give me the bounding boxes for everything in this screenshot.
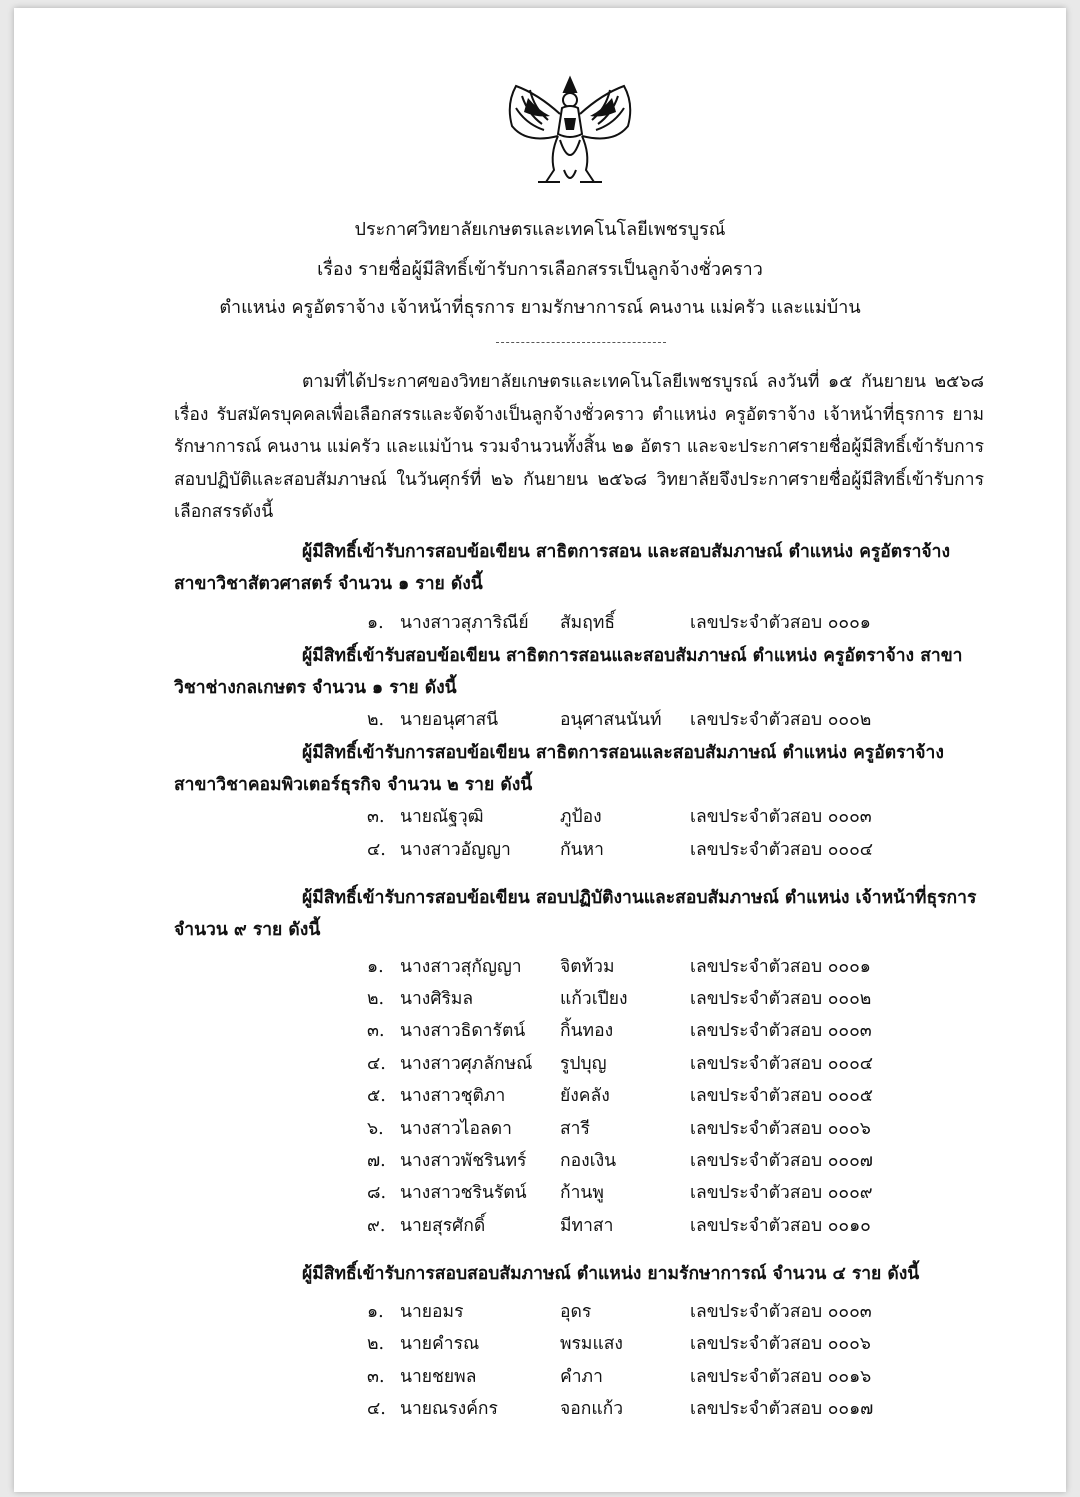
announcement-subject: เรื่อง รายชื่อผู้มีสิทธิ์เข้ารับการเลือกสรรเป็นลูกจ้างชั่วคราว bbox=[317, 259, 763, 280]
section-heading bbox=[174, 1258, 986, 1290]
candidate-exam-id: เลขประจำตัวสอบ ๐๐๑๗ bbox=[690, 1399, 874, 1419]
candidate-number: ๑. bbox=[367, 1302, 384, 1322]
candidate-number: ๖. bbox=[367, 1119, 384, 1139]
candidate-surname: ยังคลัง bbox=[560, 1086, 610, 1106]
candidate-surname: สัมฤทธิ์ bbox=[560, 613, 616, 633]
candidate-name: นายอนุศาสนี bbox=[400, 710, 499, 730]
candidate-surname: อนุศาสนนันท์ bbox=[560, 710, 662, 730]
candidate-number: ๒. bbox=[367, 1334, 385, 1354]
candidate-exam-id: เลขประจำตัวสอบ ๐๐๐๔ bbox=[690, 840, 873, 860]
candidate-number: ๘. bbox=[367, 1183, 387, 1203]
candidate-name: นางสาวชุติภา bbox=[400, 1086, 506, 1106]
candidate-exam-id: เลขประจำตัวสอบ ๐๐๐๓ bbox=[690, 807, 872, 827]
candidate-name: นางสาวสุกัญญา bbox=[400, 957, 522, 977]
candidate-name: นางสาวอัญญา bbox=[400, 840, 511, 860]
candidate-name: นางสาวพัชรินทร์ bbox=[400, 1151, 527, 1171]
candidate-exam-id: เลขประจำตัวสอบ ๐๐๐๓ bbox=[690, 1302, 872, 1322]
header-divider bbox=[496, 342, 666, 343]
candidate-exam-id: เลขประจำตัวสอบ ๐๐๐๓ bbox=[690, 1021, 872, 1041]
candidate-exam-id: เลขประจำตัวสอบ ๐๐๐๖ bbox=[690, 1119, 871, 1139]
candidate-surname: พรมแสง bbox=[560, 1334, 623, 1354]
candidate-surname: ก้านพู bbox=[560, 1183, 604, 1203]
candidate-surname: รูปบุญ bbox=[560, 1054, 607, 1074]
candidate-number: ๑. bbox=[367, 957, 384, 977]
candidate-name: นายณรงค์กร bbox=[400, 1399, 498, 1419]
announcement-positions: ตำแหน่ง ครูอัตราจ้าง เจ้าหน้าที่ธุรการ ยามรักษาการณ์ คนงาน แม่ครัว และแม่บ้าน bbox=[219, 297, 861, 318]
candidate-surname: จิตท้วม bbox=[560, 957, 615, 977]
candidate-name: นายสุรศักดิ์ bbox=[400, 1216, 486, 1236]
candidate-number: ๔. bbox=[367, 1399, 386, 1419]
candidate-row bbox=[14, 802, 1066, 834]
section-heading-text: ผู้มีสิทธิ์เข้ารับการสอบข้อเขียน สาธิตการสอนและสอบสัมภาษณ์ ตำแหน่ง ครูอัตราจ้าง สาขาวิชาคอมพิวเตอร์ธุรกิจ จำนวน ๒ ราย ดังนี้ bbox=[174, 743, 944, 795]
candidate-name: นายคำรณ bbox=[400, 1334, 480, 1354]
candidate-surname: แก้วเปียง bbox=[560, 989, 628, 1009]
candidate-surname: มีทาสา bbox=[560, 1216, 614, 1236]
section-heading-text: ผู้มีสิทธิ์เข้ารับการสอบข้อเขียน สาธิตการสอน และสอบสัมภาษณ์ ตำแหน่ง ครูอัตราจ้าง สาขาวิชาสัตวศาสตร์ จำนวน ๑ ราย ดังนี้ bbox=[174, 542, 951, 594]
section-heading bbox=[174, 640, 986, 704]
candidate-exam-id: เลขประจำตัวสอบ ๐๐๐๗ bbox=[690, 1151, 873, 1171]
candidate-name: นายชยพล bbox=[400, 1367, 477, 1387]
candidate-number: ๓. bbox=[367, 1021, 385, 1041]
candidate-surname: สารี bbox=[560, 1119, 590, 1139]
announcement-title: ประกาศวิทยาลัยเกษตรและเทคโนโลยีเพชรบูรณ์ bbox=[354, 219, 726, 240]
candidate-name: นางสาวศุภลักษณ์ bbox=[400, 1054, 533, 1074]
candidate-row bbox=[14, 1178, 1066, 1210]
section-heading bbox=[174, 882, 986, 946]
candidate-row bbox=[14, 1211, 1066, 1243]
candidate-surname: ภูป้อง bbox=[560, 807, 602, 827]
candidate-name: นายณัฐวุฒิ bbox=[400, 807, 484, 827]
candidate-row bbox=[14, 705, 1066, 737]
garuda-emblem bbox=[498, 74, 642, 192]
intro-text: ตามที่ได้ประกาศของวิทยาลัยเกษตรและเทคโนโลยีเพชรบูรณ์ ลงวันที่ ๑๕ กันยายน ๒๕๖๘ เรื่อง รับสมัครบุคคลเพื่อเลือกสรรและจัดจ้างเป็นลูกจ้างชั่วคราว ตำแหน่ง ครูอัตราจ้าง เจ้าหน้าที่ธุรการ ยามรักษาการณ์ คนงาน แม่ครัว และแม่บ้าน รวมจำนวนทั้งสิ้น ๒๑ อัตรา และจะประกาศรายชื่อผู้มีสิทธิ์เข้ารับการสอบปฏิบัติและสอบสัมภาษณ์ ในวันศุกร์ที่ ๒๖ กันยายน ๒๕๖๘ วิทยาลัยจึงประกาศรายชื่อผู้มีสิทธิ์เข้ารับการเลือกสรรดังนี้ bbox=[174, 372, 984, 522]
candidate-row bbox=[14, 952, 1066, 984]
candidate-row bbox=[14, 1081, 1066, 1113]
section-heading bbox=[174, 737, 986, 801]
candidate-name: นางศิริมล bbox=[400, 989, 474, 1009]
candidate-exam-id: เลขประจำตัวสอบ ๐๐๐๒ bbox=[690, 989, 872, 1009]
document-page bbox=[14, 8, 1066, 1492]
candidate-exam-id: เลขประจำตัวสอบ ๐๐๐๑ bbox=[690, 613, 871, 633]
candidate-row bbox=[14, 1362, 1066, 1394]
candidate-row bbox=[14, 1049, 1066, 1081]
candidate-surname: จอกแก้ว bbox=[560, 1399, 624, 1419]
candidate-surname: กิ้นทอง bbox=[560, 1021, 614, 1041]
candidate-surname: คำภา bbox=[560, 1367, 603, 1387]
candidate-row bbox=[14, 1146, 1066, 1178]
candidate-number: ๑. bbox=[367, 613, 384, 633]
candidate-exam-id: เลขประจำตัวสอบ ๐๐๐๔ bbox=[690, 1054, 873, 1074]
intro-paragraph bbox=[174, 366, 984, 529]
candidate-name: นางสาวไอลดา bbox=[400, 1119, 512, 1139]
candidate-surname: กันหา bbox=[560, 840, 604, 860]
candidate-row bbox=[14, 1297, 1066, 1329]
candidate-number: ๒. bbox=[367, 710, 385, 730]
candidate-name: นางสาวชรินรัตน์ bbox=[400, 1183, 527, 1203]
candidate-name: นางสาวธิดารัตน์ bbox=[400, 1021, 526, 1041]
candidate-number: ๗. bbox=[367, 1151, 386, 1171]
candidate-number: ๙. bbox=[367, 1216, 386, 1236]
candidate-surname: กองเงิน bbox=[560, 1151, 617, 1171]
candidate-exam-id: เลขประจำตัวสอบ ๐๐๐๒ bbox=[690, 710, 872, 730]
candidate-row bbox=[14, 1329, 1066, 1361]
candidate-exam-id: เลขประจำตัวสอบ ๐๐๐๙ bbox=[690, 1183, 873, 1203]
candidate-number: ๔. bbox=[367, 1054, 386, 1074]
candidate-row bbox=[14, 835, 1066, 867]
candidate-name: นางสาวสุภาริณีย์ bbox=[400, 613, 529, 633]
candidate-row bbox=[14, 984, 1066, 1016]
section-heading-text: ผู้มีสิทธิ์เข้ารับการสอบสอบสัมภาษณ์ ตำแหน่ง ยามรักษาการณ์ จำนวน ๔ ราย ดังนี้ bbox=[302, 1264, 920, 1284]
candidate-row bbox=[14, 1016, 1066, 1048]
candidate-row bbox=[14, 608, 1066, 640]
section-heading bbox=[174, 536, 986, 600]
candidate-row bbox=[14, 1394, 1066, 1426]
candidate-number: ๒. bbox=[367, 989, 385, 1009]
candidate-number: ๓. bbox=[367, 1367, 385, 1387]
candidate-exam-id: เลขประจำตัวสอบ ๐๐๑๖ bbox=[690, 1367, 872, 1387]
candidate-row bbox=[14, 1114, 1066, 1146]
candidate-surname: อุดร bbox=[560, 1302, 592, 1322]
section-heading-text: ผู้มีสิทธิ์เข้ารับสอบข้อเขียน สาธิตการสอนและสอบสัมภาษณ์ ตำแหน่ง ครูอัตราจ้าง สาขาวิชาช่างกลเกษตร จำนวน ๑ ราย ดังนี้ bbox=[174, 646, 963, 698]
candidate-exam-id: เลขประจำตัวสอบ ๐๐๐๕ bbox=[690, 1086, 873, 1106]
candidate-name: นายอมร bbox=[400, 1302, 464, 1322]
candidate-exam-id: เลขประจำตัวสอบ ๐๐๑๐ bbox=[690, 1216, 871, 1236]
section-heading-text: ผู้มีสิทธิ์เข้ารับการสอบข้อเขียน สอบปฏิบัติงานและสอบสัมภาษณ์ ตำแหน่ง เจ้าหน้าที่ธุรการ จำนวน ๙ ราย ดังนี้ bbox=[174, 888, 977, 940]
candidate-number: ๕. bbox=[367, 1086, 386, 1106]
candidate-number: ๔. bbox=[367, 840, 386, 860]
candidate-exam-id: เลขประจำตัวสอบ ๐๐๐๖ bbox=[690, 1334, 871, 1354]
candidate-number: ๓. bbox=[367, 807, 385, 827]
candidate-exam-id: เลขประจำตัวสอบ ๐๐๐๑ bbox=[690, 957, 871, 977]
